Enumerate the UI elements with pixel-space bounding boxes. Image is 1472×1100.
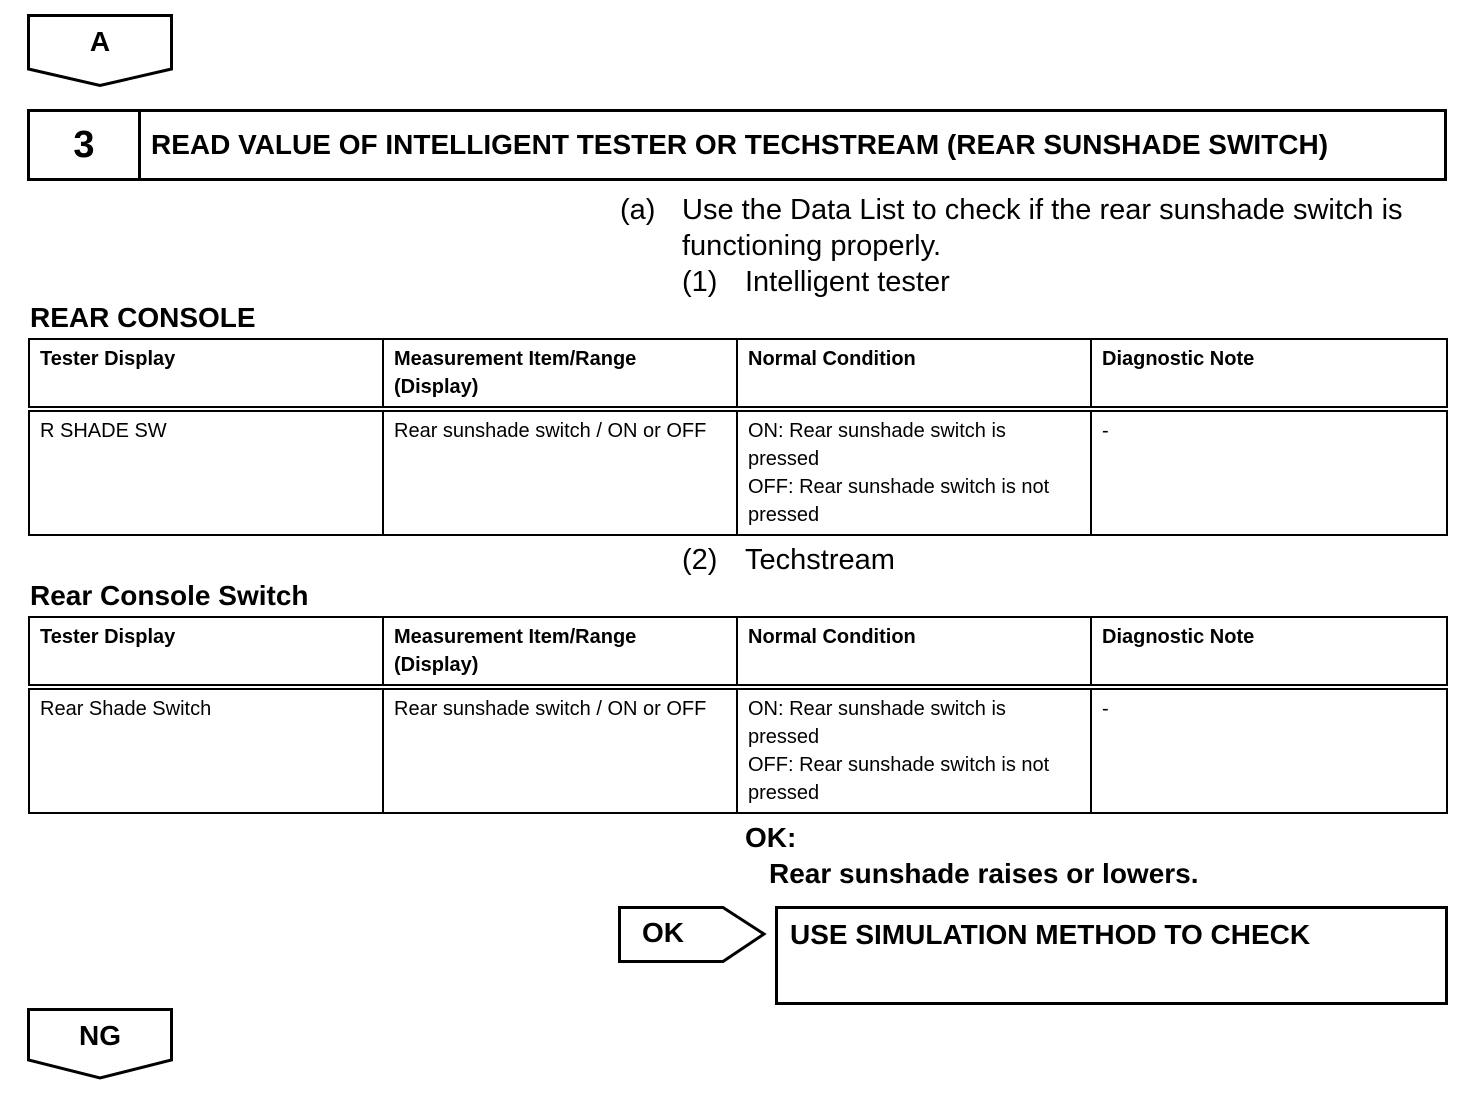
instruction-a-marker: (a) [620, 194, 656, 226]
table2-header-normal-condition: Normal Condition [737, 617, 1091, 687]
table1-header-diagnostic-note: Diagnostic Note [1091, 339, 1447, 409]
sub-step-1-marker: (1) [682, 266, 718, 298]
table1-cell-measurement: Rear sunshade switch / ON or OFF [383, 409, 737, 535]
ok-arrow-shape [618, 906, 768, 964]
step-number: 3 [30, 112, 141, 178]
sub-step-2-marker: (2) [682, 544, 718, 576]
table2-cell-tester-display: Rear Shade Switch [29, 687, 383, 813]
table-row [29, 409, 1447, 535]
table1 [28, 338, 1448, 536]
ok-arrow-label: OK [642, 917, 684, 948]
table1-header-row [29, 339, 1447, 409]
table2-header-diagnostic-note: Diagnostic Note [1091, 617, 1447, 687]
table1-normal-on: ON: Rear sunshade switch is pressed [748, 420, 1006, 470]
table2 [28, 616, 1448, 814]
table-row [29, 687, 1447, 813]
ok-result-text: USE SIMULATION METHOD TO CHECK [790, 919, 1311, 950]
table1-title: REAR CONSOLE [30, 302, 256, 333]
table1-header-normal-condition: Normal Condition [737, 339, 1091, 409]
table1-header-tester-display: Tester Display [29, 339, 383, 409]
instruction-a-line2: functioning properly. [682, 230, 942, 262]
table2-header-tester-display: Tester Display [29, 617, 383, 687]
table1-cell-tester-display: R SHADE SW [29, 409, 383, 535]
table2-cell-normal-condition [737, 687, 1091, 813]
ng-flag-label: NG [79, 1020, 121, 1051]
step-title: READ VALUE OF INTELLIGENT TESTER OR TECHSTREAM (REAR SUNSHADE SWITCH) [151, 129, 1329, 160]
table1-cell-diagnostic-note: - [1091, 409, 1447, 535]
instruction-a-line1: Use the Data List to check if the rear sunshade switch is [682, 194, 1403, 226]
table2-cell-measurement: Rear sunshade switch / ON or OFF [383, 687, 737, 813]
ok-condition-text: Rear sunshade raises or lowers. [769, 858, 1199, 889]
table1-cell-normal-condition [737, 409, 1091, 535]
table1-header-measurement: Measurement Item/Range (Display) [383, 339, 737, 409]
table2-normal-on: ON: Rear sunshade switch is pressed [748, 698, 1006, 748]
table2-header-measurement: Measurement Item/Range (Display) [383, 617, 737, 687]
ok-condition-label: OK: [745, 822, 797, 853]
table2-normal-off: OFF: Rear sunshade switch is not pressed [748, 754, 1050, 804]
sub-step-1-text: Intelligent tester [745, 266, 950, 298]
step-header [27, 109, 1447, 181]
table1-normal-off: OFF: Rear sunshade switch is not pressed [748, 476, 1050, 526]
table2-header-row [29, 617, 1447, 687]
sub-step-2-text: Techstream [745, 544, 895, 576]
table2-cell-diagnostic-note: - [1091, 687, 1447, 813]
table2-title: Rear Console Switch [30, 580, 309, 611]
top-flag-label: A [89, 26, 111, 57]
ok-result-box [775, 906, 1448, 1005]
